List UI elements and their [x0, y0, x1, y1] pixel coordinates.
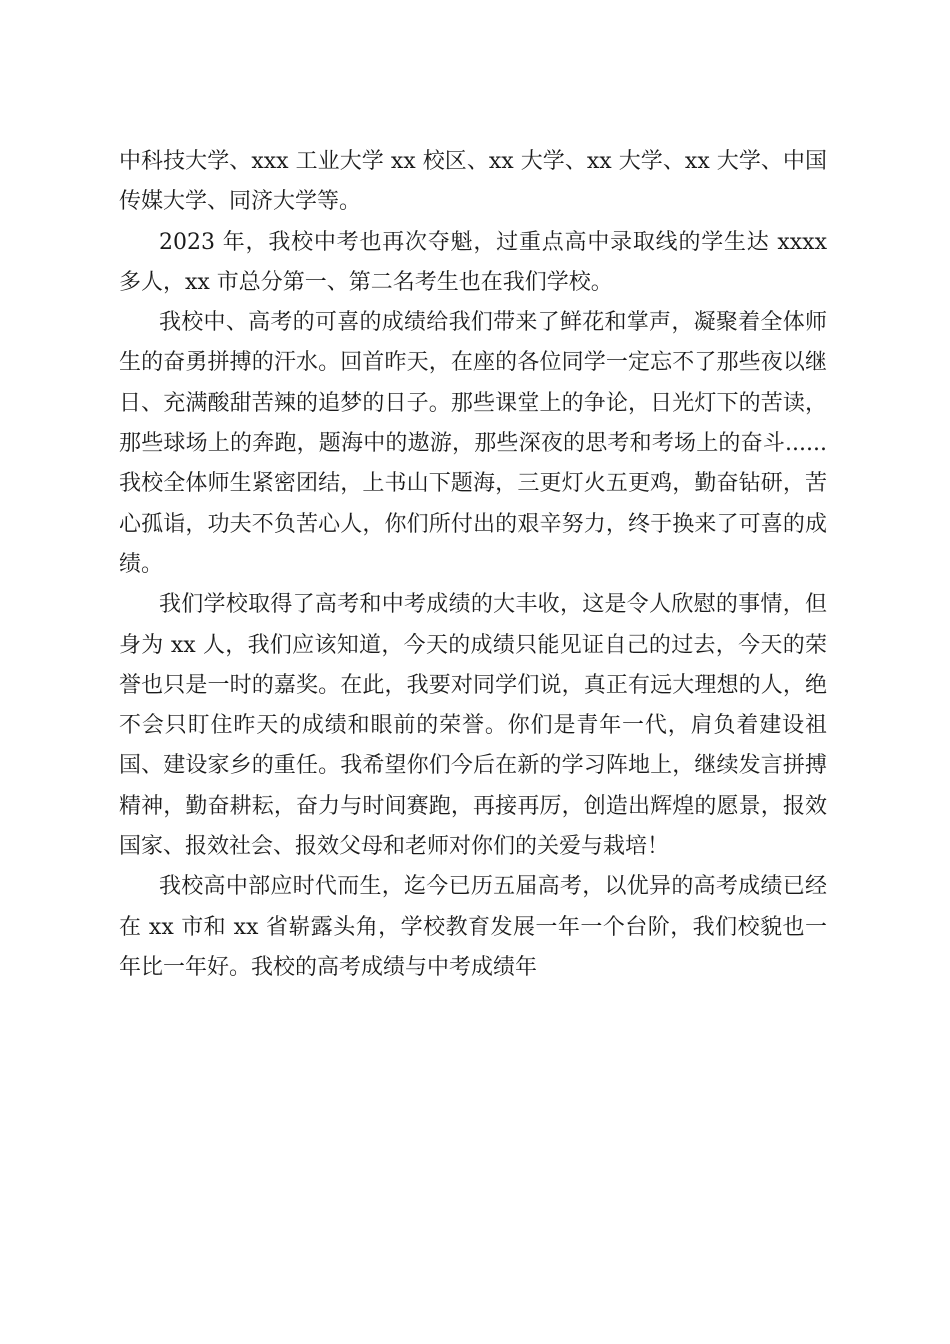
paragraph-high-school-history: 我校高中部应时代而生，迄今已历五届高考，以优异的高考成绩已经在 xx 市和 xx 省崭露头角，学校教育发展一年一个台阶，我们校貌也一年比一年好。我校的高考成绩与中考成绩年 [119, 874, 827, 980]
paragraph-expectations: 我们学校取得了高考和中考成绩的大丰收，这是令人欣慰的事情，但身为 xx 人，我们应该知道，今天的成绩只能见证自己的过去，今天的荣誉也只是一时的嘉奖。在此，我要对同学们说，真正有远大理想的人，绝不会只盯住昨天的成绩和眼前的荣誉。你们是青年一代，肩负着建设祖国、建设家乡的重任。我希望你们今后在新的学习阵地上，继续发言拼搏精神，勤奋耕耘，奋力与时间赛跑，再接再厉，创造出辉煌的愿景，报效国家、报效社会、报效父母和老师对你们的关爱与栽培！ [119, 592, 827, 860]
paragraph-continued: 中科技大学、xxx 工业大学 xx 校区、xx 大学、xx 大学、xx 大学、中国传媒大学、同济大学等。 [119, 149, 827, 215]
document-body [119, 142, 827, 988]
paragraph-zhongkao-results: 2023 年，我校中考也再次夺魁，过重点高中录取线的学生达 xxxx 多人，xx 市总分第一、第二名考生也在我们学校。 [119, 229, 827, 295]
paragraph-achievements: 我校中、高考的可喜的成绩给我们带来了鲜花和掌声，凝聚着全体师生的奋勇拼搏的汗水。回首昨天，在座的各位同学一定忘不了那些夜以继日、充满酸甜苦辣的追梦的日子。那些课堂上的争论，日光灯下的苦读，那些球场上的奔跑，题海中的遨游，那些深夜的思考和考场上的奋斗......我校全体师生紧密团结，上书山下题海，三更灯火五更鸡，勤奋钻研，苦心孤诣，功夫不负苦心人，你们所付出的艰辛努力，终于换来了可喜的成绩。 [119, 310, 827, 577]
